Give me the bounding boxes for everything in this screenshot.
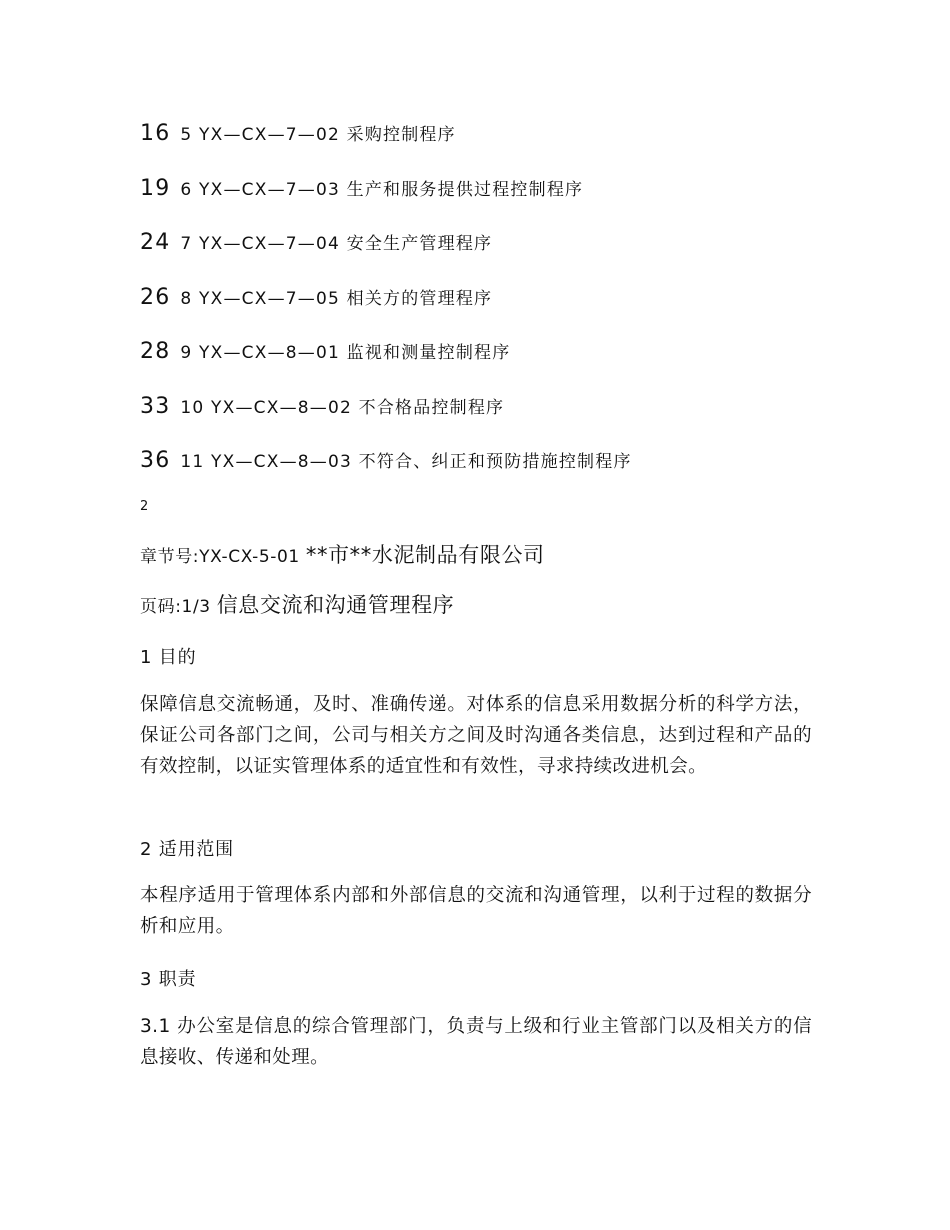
- toc-page-number: 28: [140, 339, 171, 364]
- toc-entry-title: 5 YX—CX—7—02 采购控制程序: [180, 125, 456, 145]
- toc-page-number: 19: [140, 176, 171, 201]
- toc-entry: [140, 284, 492, 310]
- toc-entry: [140, 447, 632, 473]
- section-paragraph: 本程序适用于管理体系内部和外部信息的交流和沟通管理，以利于过程的数据分析和应用。: [140, 885, 812, 937]
- doc-header-line-1: [140, 539, 545, 569]
- toc-page-number: 24: [140, 230, 171, 255]
- toc-entry: [140, 393, 504, 419]
- section-heading: 1 目的: [140, 647, 197, 668]
- toc-entry-title: 7 YX—CX—7—04 安全生产管理程序: [180, 234, 493, 254]
- toc-entry: [140, 120, 456, 146]
- document-title: 信息交流和沟通管理程序: [216, 593, 455, 617]
- toc-entry-title: 9 YX—CX—8—01 监视和测量控制程序: [180, 343, 511, 363]
- section-heading: 2 适用范围: [140, 839, 234, 860]
- toc-entry-title: 10 YX—CX—8—02 不合格品控制程序: [180, 398, 505, 418]
- page-number: 2: [140, 499, 149, 514]
- toc-page-number: 26: [140, 285, 171, 310]
- company-name: **市**水泥制品有限公司: [305, 543, 545, 567]
- toc-page-number: 33: [140, 394, 171, 419]
- chapter-number: 章节号:YX-CX-5-01: [140, 547, 300, 567]
- doc-header-line-2: [140, 589, 454, 619]
- section-paragraph: 3.1 办公室是信息的综合管理部门，负责与上级和行业主管部门以及相关方的信息接收、传递和处理。: [140, 1016, 812, 1068]
- toc-entry: [140, 229, 492, 255]
- section-paragraph: 保障信息交流畅通，及时、准确传递。对体系的信息采用数据分析的科学方法，保证公司各部门之间，公司与相关方之间及时沟通各类信息，达到过程和产品的有效控制，以证实管理体系的适宜性和有效性，寻求持续改进机会。: [140, 694, 812, 777]
- toc-entry-title: 6 YX—CX—7—03 生产和服务提供过程控制程序: [180, 180, 584, 200]
- toc-page-number: 16: [140, 121, 171, 146]
- toc-entry-title: 11 YX—CX—8—03 不符合、纠正和预防措施控制程序: [180, 452, 632, 472]
- toc-page-number: 36: [140, 448, 171, 473]
- page-code: 页码:1/3: [140, 597, 211, 617]
- toc-entry: [140, 338, 510, 364]
- section-heading: 3 职责: [140, 969, 197, 990]
- toc-entry: [140, 175, 583, 201]
- toc-entry-title: 8 YX—CX—7—05 相关方的管理程序: [180, 289, 493, 309]
